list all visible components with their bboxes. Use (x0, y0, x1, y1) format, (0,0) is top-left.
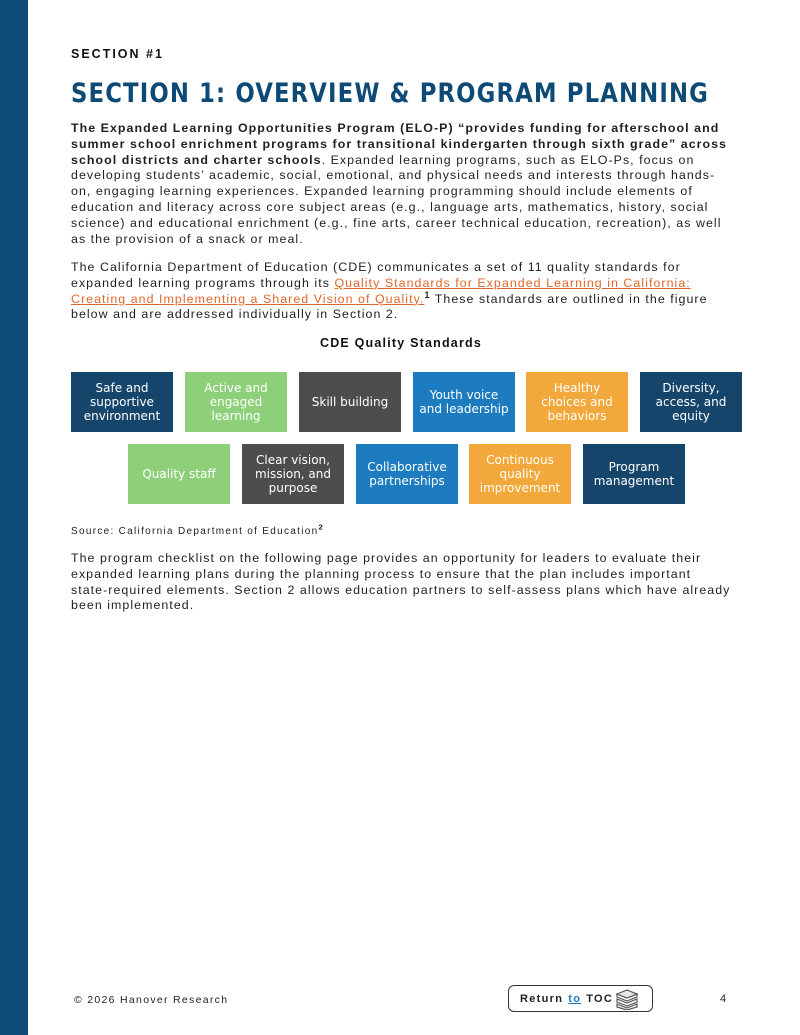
standard-box: Diversity, access, and equity (640, 372, 742, 432)
toc-to-label: to (568, 992, 582, 1005)
standard-box: Youth voice and leadership (413, 372, 515, 432)
figure-title: CDE Quality Standards (319, 336, 483, 350)
page-number: 4 (720, 993, 727, 1005)
standard-box: Clear vision, mission, and purpose (242, 444, 344, 504)
footnote-1: 1 (424, 289, 431, 300)
source-text: Source: California Department of Education (71, 526, 319, 537)
standards-paragraph (71, 260, 731, 323)
standard-box: Skill building (299, 372, 401, 432)
figure-source (71, 522, 324, 537)
standard-box: Program management (583, 444, 685, 504)
footnote-2: 2 (318, 522, 324, 532)
toc-return-label: Return (520, 992, 564, 1005)
link-period: . (419, 291, 425, 306)
checklist-paragraph: The program checklist on the following page provides an opportunity for leaders to evaluate their expanded learning plans during the planning process to ensure that the plan includes important state-required elements. Section 2 allows education partners to self-assess plans which have already been implemented. (71, 551, 731, 613)
standards-lead-text: The California Department of Education (CDE) communicates a set of 11 quality standards for expanded learning programs through its (71, 260, 681, 290)
books-icon (614, 988, 640, 1010)
intro-bold-text: The Expanded Learning Opportunities Program (ELO-P) “provides funding for afterschool and summer school enrichment programs for transitional kindergarten through sixth grade” across school districts and charter schools (71, 121, 728, 167)
intro-rest-text: . Expanded learning programs, such as ELO-Ps, focus on developing students’ academic, social, emotional, and physical needs and interests through hands-on, engaging learning experiences. Expanded learning programming should include elements of education and literacy across core subject areas (e.g., language arts, mathematics, history, social science) and educational enrichment (e.g., fine arts, career technical education, recreation), as well as the provision of a snack or meal. (71, 152, 722, 246)
left-accent-bar (0, 0, 28, 1035)
intro-paragraph (71, 121, 731, 247)
standards-trail-text: These standards are outlined in the figure below and are addressed individually in Section 2. (71, 291, 708, 322)
standard-box: Healthy choices and behaviors (526, 372, 628, 432)
standard-box: Collaborative partnerships (356, 444, 458, 504)
section-kicker: SECTION #1 (71, 47, 164, 61)
return-to-toc-button[interactable] (508, 985, 653, 1012)
standard-box: Quality staff (128, 444, 230, 504)
quality-standards-link[interactable]: Quality Standards for Expanded Learning in California: Creating and Implementing a Shared Vision of Quality (71, 275, 691, 306)
toc-label: TOC (586, 992, 614, 1005)
standard-box: Safe and supportive environment (71, 372, 173, 432)
page-title: SECTION 1: OVERVIEW & PROGRAM PLANNING (71, 78, 709, 109)
standard-box: Continuous quality improvement (469, 444, 571, 504)
standard-box: Active and engaged learning (185, 372, 287, 432)
copyright-text: © 2026 Hanover Research (74, 994, 229, 1006)
